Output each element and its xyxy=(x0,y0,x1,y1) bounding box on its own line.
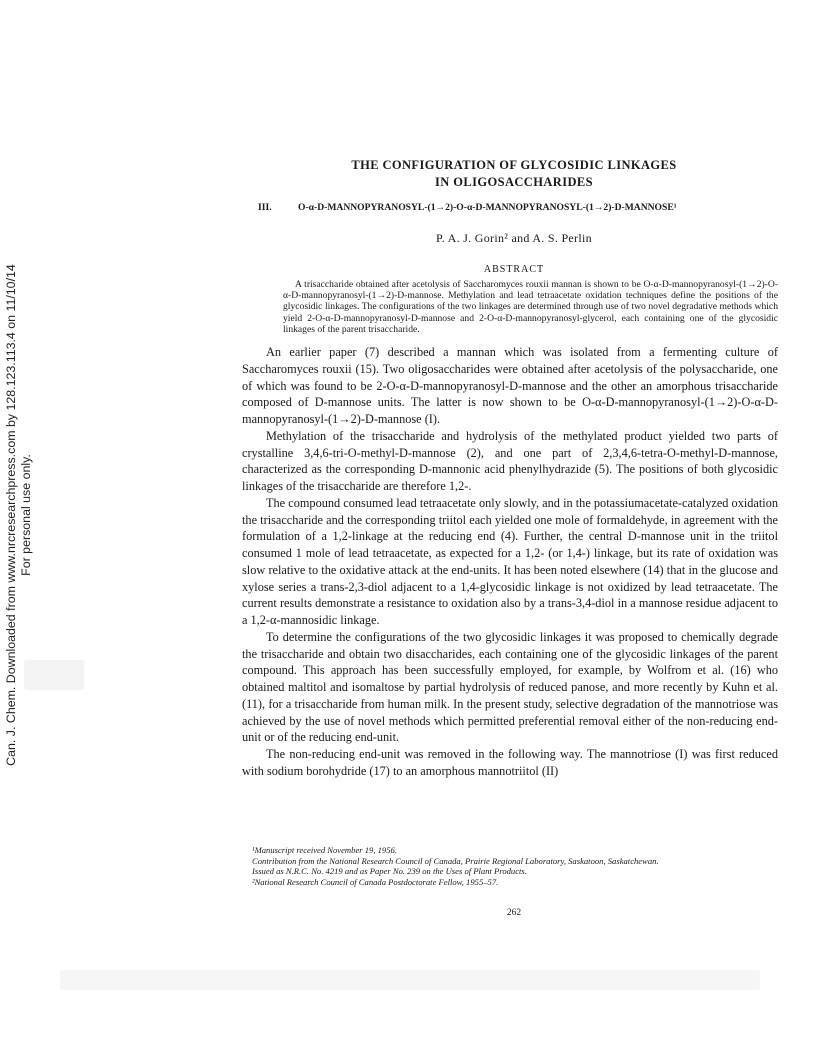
article-body xyxy=(242,344,778,780)
download-watermark-line1: Can. J. Chem. Downloaded from www.nrcresearchpress.com by 128.123.113.4 on 11/10/14 xyxy=(4,264,18,766)
footnote-3: Issued as N.R.C. No. 4219 and as Paper No. 239 on the Uses of Plant Products. xyxy=(252,866,527,877)
body-paragraph-4: To determine the configurations of the two glycosidic linkages it was proposed to chemically degrade the trisaccharide and obtain two disaccharides, each containing one of the glycosidic linkages of the parent compound. This approach has been successfully employed, for example, by Wolfrom et al. (16) who obtained maltitol and isomaltose by partial hydrolysis of reduced panose, and more recently by Kuhn et al. (11), for a trisaccharide from human milk. In the present study, selective degradation of the mannotriose was achieved by the use of novel methods which permitted preferential removal either of the non-reducing end-unit or of the reducing end-unit. xyxy=(242,629,778,745)
page-number: 262 xyxy=(506,908,522,918)
scan-smudge-bottom xyxy=(60,970,760,990)
footnote-2: Contribution from the National Research Council of Canada, Prairie Regional Laboratory, Saskatoon, Saskatchewan. xyxy=(252,855,659,866)
abstract-text: A trisaccharide obtained after acetolysis of Saccharomyces rouxii mannan is shown to be O-α-D-mannopyranosyl-(1→2)-O-α-D-mannopyranosyl-(1→2)-D-mannose. Methylation and lead tetraacetate oxidation techniques define the positions of the glycosidic linkages. The configurations of the two linkages are determined through use of two novel degradative methods which yield 2-O-α-D-mannopyranosyl-D-mannose and 2-O-α-D-mannopyranosyl-glycerol, each containing one of the glycosidic linkages of the parent trisaccharide. xyxy=(283,279,778,335)
footnote-1: ¹Manuscript received November 19, 1956. xyxy=(252,845,397,855)
download-watermark xyxy=(4,260,38,770)
article-title xyxy=(250,157,778,191)
article-title-line2: IN OLIGOSACCHARIDES xyxy=(435,175,593,189)
subtitle-number: III. xyxy=(258,202,272,213)
body-paragraph-3: The compound consumed lead tetraacetate only slowly, and in the potassiumacetate-catalyzed oxidation the trisaccharide and the corresponding triitol each yielded one mole of formaldehyde, in agreement with the formulation of a 1,2-linkage at the reducing end (4). Further, the central D-mannose unit in the triitol consumed 1 mole of lead tetraacetate, as expected for a 1,2- (or 1,4-) linkage, but its rate of oxidation was slow relative to the oxidative attack at the end-units. It has been noted elsewhere (14) that in the glucose and xylose series a trans-2,3-diol adjacent to a 1,4-glycosidic linkage is not oxidized by lead tetraacetate. The current results demonstrate a resistance to oxidation also by a trans-3,4-diol in a mannose residue adjacent to a 1,2-α-mannosidic linkage. xyxy=(242,495,778,627)
footnotes xyxy=(242,845,778,887)
authors: P. A. J. Gorin² and A. S. Perlin xyxy=(436,231,592,245)
body-paragraph-1: An earlier paper (7) described a mannan which was isolated from a fermenting culture of Saccharomyces rouxii (15). Two oligosaccharides were obtained after acetolysis of the polysaccharide, one of which was found to be 2-O-α-D-mannopyranosyl-D-mannose and the other an amorphous trisaccharide composed of D-mannose units. The latter is now shown to be O-α-D-mannopyranosyl-(1→2)-O-α-D-mannopyranosyl-(1→2)-D-mannose (I). xyxy=(242,345,778,426)
body-paragraph-5: The non-reducing end-unit was removed in the following way. The mannotriose (I) was first reduced with sodium borohydride (17) to an amorphous mannotriitol (II) xyxy=(242,747,778,778)
footnote-4: ²National Research Council of Canada Postdoctorate Fellow, 1955–57. xyxy=(252,876,499,887)
download-watermark-line2: For personal use only. xyxy=(19,454,33,576)
scan-smudge-left xyxy=(24,660,84,690)
article-subtitle xyxy=(258,202,778,213)
subtitle-text: O-α-D-MANNOPYRANOSYL-(1→2)-O-α-D-MANNOPYRANOSYL-(1→2)-D-MANNOSE¹ xyxy=(298,202,677,213)
body-paragraph-2: Methylation of the trisaccharide and hydrolysis of the methylated product yielded two parts of crystalline 3,4,6-tri-O-methyl-D-mannose (2), and one part of 2,3,4,6-tetra-O-methyl-D-mannose, characterized as the corresponding D-mannonic acid phenylhydrazide (5). The positions of both glycosidic linkages of the trisaccharide are therefore 1,2-. xyxy=(242,428,778,493)
abstract-heading: ABSTRACT xyxy=(483,264,545,275)
article-title-line1: THE CONFIGURATION OF GLYCOSIDIC LINKAGES xyxy=(351,158,677,172)
